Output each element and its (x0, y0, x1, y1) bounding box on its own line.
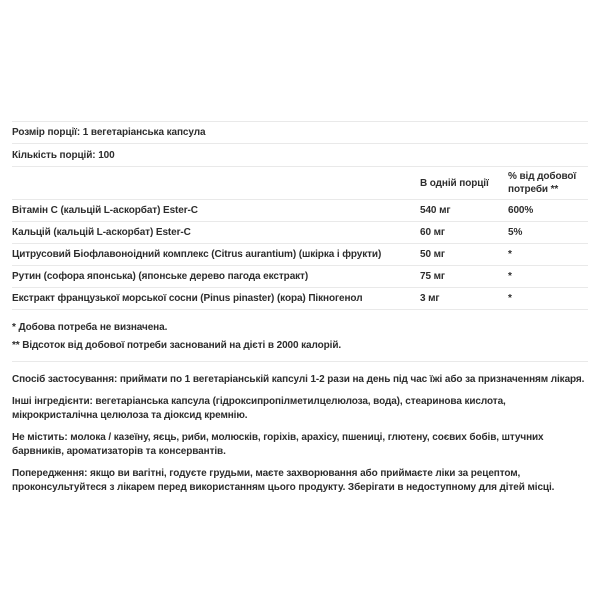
ingredient-amount: 50 мг (420, 249, 445, 260)
footnote-dv-not-established: * Добова потреба не визначена. (12, 322, 168, 333)
other-ingredients-paragraph: Інші інгредієнти: вегетаріанська капсула (гідроксипропілметилцелюлоза, вода), стеаринова кислота, мікрокристалічна целюлоза та діоксид кремнію. (12, 396, 506, 421)
details-paragraphs (12, 362, 588, 495)
footnotes-block (12, 310, 588, 362)
ingredient-name: Рутин (софора японська) (японське дерево пагода екстракт) (12, 271, 309, 282)
ingredient-row-calcium (12, 222, 588, 244)
dv-column-header: % від добової потреби ** (508, 171, 577, 195)
ingredient-name: Вітамін C (кальцій L-аскорбат) Ester-C (12, 205, 198, 216)
ingredient-dv: * (508, 249, 512, 260)
ingredient-row-vitamin-c (12, 200, 588, 222)
ingredient-dv: 5% (508, 227, 523, 238)
ingredient-dv: * (508, 293, 512, 304)
serving-size-row (12, 121, 588, 144)
ingredient-amount: 3 мг (420, 293, 440, 304)
ingredient-amount: 75 мг (420, 271, 445, 282)
warning-paragraph: Попередження: якщо ви вагітні, годуєте грудьми, маєте захворювання або приймаєте ліки за рецептом, проконсультуйтеся з лікарем перед використанням цього продукту. Зберігати в недоступному для дітей місці. (12, 468, 555, 493)
directions-paragraph: Спосіб застосування: приймати по 1 вегетаріанській капсулі 1-2 рази на день під час їжі або за призначенням лікаря. (12, 374, 585, 385)
table-header-row (12, 167, 588, 200)
ingredient-amount: 540 мг (420, 205, 451, 216)
ingredient-row-citrus-bioflavonoid (12, 244, 588, 266)
amount-column-header: В одній порції (420, 177, 489, 189)
ingredient-row-rutin (12, 266, 588, 288)
ingredient-name: Цитрусовий Біофлавоноідний комплекс (Citrus aurantium) (шкірка і фрукти) (12, 249, 382, 260)
serving-size-text: Розмір порції: 1 вегетаріанська капсула (12, 127, 206, 138)
ingredient-dv: * (508, 271, 512, 282)
ingredient-name: Кальцій (кальцій L-аскорбат) Ester-C (12, 227, 191, 238)
contains-no-paragraph: Не містить: молока / казеїну, яєць, риби, молюсків, горіхів, арахісу, пшениці, глютену, соєвих бобів, штучних барвників, ароматизаторів та консервантів. (12, 432, 544, 457)
ingredient-dv: 600% (508, 205, 534, 216)
supplement-facts-panel (12, 121, 588, 495)
footnote-percent-dv-basis: ** Відсоток від добової потреби заснований на дієті в 2000 калорій. (12, 340, 342, 351)
ingredient-name: Екстракт французької морської сосни (Pinus pinaster) (кора) Пікногенол (12, 293, 363, 304)
ingredient-row-pine-bark-extract (12, 288, 588, 310)
servings-count-row (12, 144, 588, 167)
ingredient-amount: 60 мг (420, 227, 445, 238)
servings-count-text: Кількість порцій: 100 (12, 149, 115, 161)
